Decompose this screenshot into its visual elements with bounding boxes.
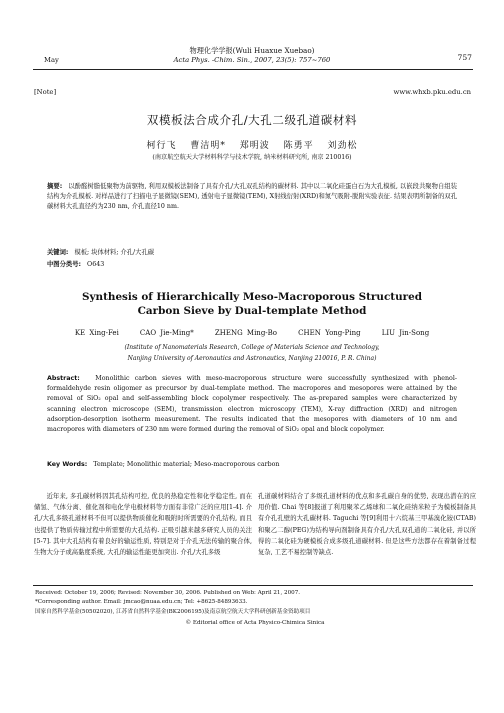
cn-abstract-text: 以酚醛树脂低聚物为前驱物, 利用双模板法制备了具有介孔/大孔双孔结构的碳材料. 其中以二氧化硅蛋白石为大孔模板, 以嵌段共聚物自组装结构为介孔模板. 对样品进行了扫描电子显微镜(SEM), 透射电子显微镜(TEM), X射线衍射(XRD)和氮气吸附-脱附实验表征. 结果表明所制备的双孔碳材料大孔直径约为230 nm, 介孔直径10 nm.	[47, 183, 457, 211]
body-column-left	[34, 491, 252, 558]
issue-month: May	[44, 56, 59, 64]
cn-abstract-label: 摘要:	[47, 183, 63, 190]
body-column-right	[258, 491, 476, 558]
cn-affiliation: (南京航空航天大学材料科学与技术学院, 纳米材料研究所, 南京 210016)	[152, 154, 352, 161]
en-title-line1: Synthesis of Hierarchically Meso-Macroporous Structured	[82, 291, 422, 303]
cn-clc	[47, 260, 457, 270]
footer-rule	[33, 585, 473, 586]
cn-author: 柯行飞	[146, 141, 177, 151]
cn-title: 双模板法合成介孔/大孔二级孔道碳材料	[146, 113, 358, 127]
cn-author: 郑明波	[239, 141, 270, 151]
en-abstract-label: Abstract:	[47, 375, 80, 382]
cn-abstract	[47, 182, 457, 213]
corresponding-author: *Corresponding author. Email: jmcao@nuaa.edu.cn; Tel: +8625-84893633.	[35, 599, 248, 605]
cn-clc-label: 中图分类号:	[47, 261, 82, 268]
body-paragraph: 近年来, 多孔碳材料因其孔结构可控, 优良的热稳定性和化学稳定性, 而在储氢、气体分离、催化剂和电化学电极材料等方面有非常广泛的应用[1-4]. 介孔/大孔多级孔道材料不但可以提供物质催化和吸附时所需要的介孔结构, 而且也提供了物质传输过程中所需要的大孔结构. 正吸引越来越多研究人员的关注[5-7]. 其中大孔结构有着良好的输运性质, 特别是对于介孔无法传输的聚合体, 生物大分子或高黏度系统, 大孔的输运性能更加突出. 介孔/大孔多级	[34, 493, 252, 557]
cn-author: 曹洁明*	[190, 141, 226, 151]
page-number: 757	[457, 53, 472, 62]
en-affiliation	[0, 342, 504, 364]
en-keywords-text: Template; Monolithic material; Meso-macroporous carbon	[93, 461, 280, 468]
en-keywords	[47, 460, 457, 470]
en-abstract	[47, 374, 457, 435]
header-rule	[33, 69, 473, 70]
journal-citation: Acta Phys. -Chim. Sin., 2007, 23(5): 757~760	[173, 56, 331, 64]
en-affiliation-line1: (Institute of Nanomaterials Research, College of Materials Science and Technology,	[124, 344, 380, 351]
journal-name-cn: 物理化学学报(Wuli Huaxue Xuebao)	[189, 46, 315, 55]
cn-authors	[0, 138, 504, 151]
received-dates: Received: October 19, 2006; Revised: November 30, 2006. Published on Web: April 21, 2007.	[35, 590, 301, 596]
en-keywords-label: Key Words:	[47, 461, 88, 468]
cn-keywords-label: 关键词:	[47, 249, 69, 256]
en-authors: KE Xing-Fei CAO Jie-Ming* ZHENG Ming-Bo CHEN Yong-Ping LIU Jin-Song	[74, 329, 430, 337]
journal-url[interactable]: www.whxb.pku.edu.cn	[393, 88, 471, 96]
copyright: © Editorial office of Acta Physico-Chimica Sinica	[185, 620, 325, 626]
en-title-line2: Carbon Sieve by Dual-template Method	[137, 305, 367, 317]
cn-keywords-text: 模板; 块体材料; 介孔/大孔碳	[74, 249, 155, 256]
cn-author: 陈勇平	[283, 141, 314, 151]
en-abstract-text: Monolithic carbon sieves with meso-macroporous structure were successfully synthesized with phenol-formaldehyde resin oligomer as precursor by dual-template method. The macropores and mesopores were attained by the removal of SiO₂ opal and self-assembling block copolymer respectively. The as-prepared samples were characterized by scanning electron microscope (SEM), transmission electron microscopy (TEM), X-ray diffraction (XRD) and nitrogen adsorption-desorption isotherm measurement. The results indicated that the mesopores with diameters of 10 nm and macropores with diameters of 230 nm were formed during the removal of SiO₂ opal and block copolymer.	[47, 375, 457, 434]
funding: 国家自然科学基金(50502020), 江苏省自然科学基金(BK2006195)及南京航空航天大学科研创新基金资助项目	[35, 609, 311, 615]
cn-clc-text: O643	[87, 261, 105, 268]
en-affiliation-line2: Nanjing University of Aeronautics and Astronautics, Nanjing 210016, P. R. China)	[127, 355, 377, 362]
body-paragraph: 孔道碳材料结合了多级孔道材料的优点和多孔碳自身的优势, 表现出潜在的应用价值. Chai 等[8]报道了利用聚苯乙烯球和二氧化硅纳米粒子为模板制备具有介孔孔壁的大孔碳材料. Taguchi 等[9]利用十六烷基三甲基溴化铵(CTAB)和聚乙二醇(PEG)为结构导向剂制备具有介孔/大孔双孔道的二氧化硅, 并以所得的二氧化硅为硬模板合成多级孔道碳材料. 但是这些方法都存在着制备过程复杂, 工艺不易控制等缺点.	[258, 493, 476, 557]
cn-author: 刘劲松	[327, 141, 358, 151]
cn-keywords	[47, 248, 457, 258]
article-type: [Note]	[34, 88, 57, 96]
en-title	[0, 290, 504, 318]
